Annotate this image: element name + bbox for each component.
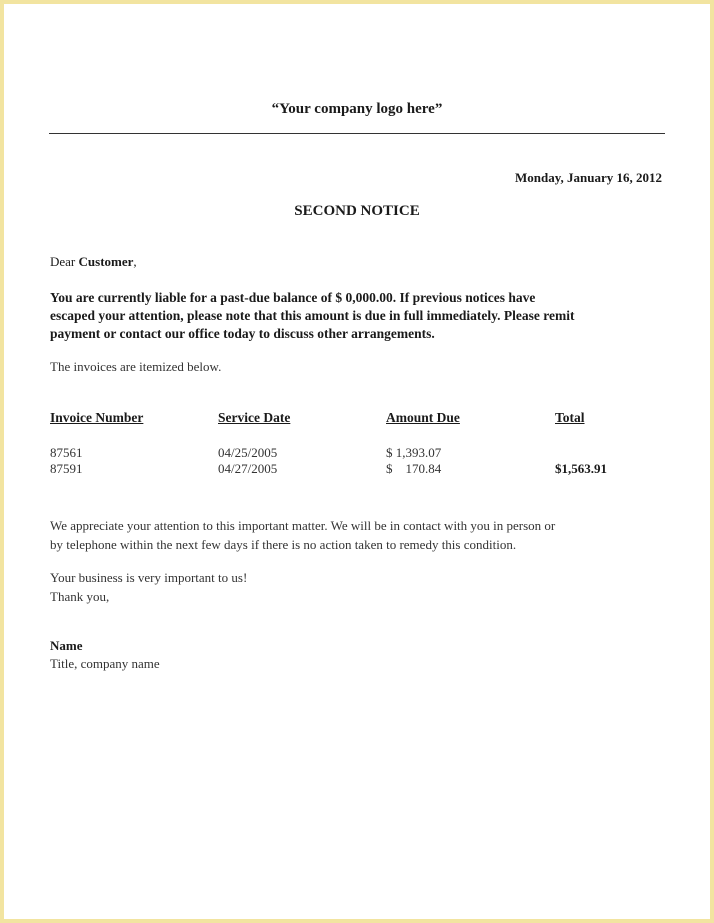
header-total: Total xyxy=(555,410,585,425)
invoice-number-cell: 87591 xyxy=(50,461,83,476)
paragraph-line: We appreciate your attention to this important matter. We will be in contact with you in person or xyxy=(50,518,556,533)
header-service-date: Service Date xyxy=(218,410,291,425)
salutation xyxy=(50,254,137,270)
amount-due-cell: $ 170.84 xyxy=(386,461,442,476)
service-date-cell: 04/27/2005 xyxy=(218,461,278,476)
company-logo-placeholder: “Your company logo here” xyxy=(271,101,443,117)
closing xyxy=(50,568,247,606)
letter-date: Monday, January 16, 2012 xyxy=(515,170,662,185)
balance-line: escaped your attention, please note that this amount is due in full immediately. Please remit xyxy=(50,308,575,323)
paragraph-line: by telephone within the next few days if there is no action taken to remedy this condition. xyxy=(50,537,517,552)
signature-name: Name xyxy=(50,638,83,653)
balance-paragraph xyxy=(50,289,670,343)
salutation-suffix: , xyxy=(133,254,137,269)
amount-due-cell: $ 1,393.07 xyxy=(386,445,442,460)
salutation-prefix: Dear xyxy=(50,254,79,269)
total-cell: $1,563.91 xyxy=(555,461,607,476)
notice-title: SECOND NOTICE xyxy=(294,203,420,219)
signature-title: Title, company name xyxy=(50,656,160,671)
salutation-name: Customer xyxy=(78,254,134,269)
letter-page xyxy=(4,4,710,919)
balance-line: payment or contact our office today to discuss other arrangements. xyxy=(50,326,435,341)
closing-line: Your business is very important to us! xyxy=(50,570,248,585)
invoices-intro: The invoices are itemized below. xyxy=(50,359,222,374)
invoice-number-cell: 87561 xyxy=(50,445,83,460)
header-divider xyxy=(49,133,665,134)
service-date-cell: 04/25/2005 xyxy=(218,445,278,460)
balance-line: You are currently liable for a past-due balance of $ 0,000.00. If previous notices have xyxy=(50,290,536,305)
closing-line: Thank you, xyxy=(50,589,110,604)
header-amount-due: Amount Due xyxy=(386,410,460,425)
appreciation-paragraph xyxy=(50,516,555,554)
header-invoice-number: Invoice Number xyxy=(50,410,144,425)
